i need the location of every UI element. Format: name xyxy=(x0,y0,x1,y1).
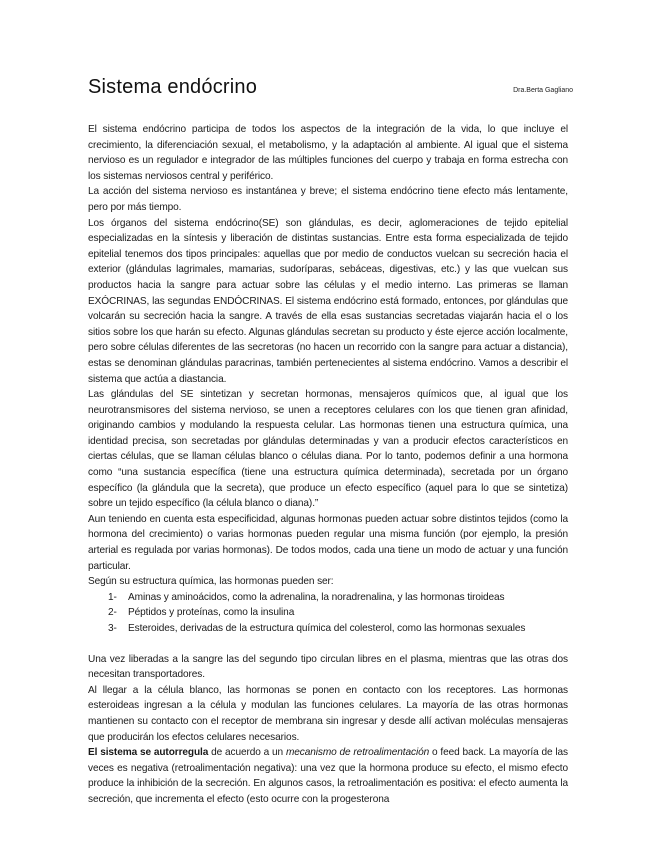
author-name: Dra.Berta Gagliano xyxy=(513,87,573,94)
paragraph-spacer xyxy=(88,637,568,652)
list-item-number: 2- xyxy=(108,607,117,619)
paragraph-intro: El sistema endócrino participa de todos los aspectos de la integración de la vida, lo que incluye el crecimiento, la diferenciación sexual, el metabolismo, y la adaptación al ambiente. Al igual que el sistema nervioso es un regulador e integrador de las múltiples funciones del cuerpo y trabaja en forma estrecha con los sistemas nerviosos central y periférico. xyxy=(88,124,568,182)
paragraph-specificity: Aun teniendo en cuenta esta especificidad, algunas hormonas pueden actuar sobre distintos tejidos (como la hormona del crecimiento) o varias hormonas pueden regular una misma función (por ejemplo, la presión arterial es regulada por varias hormonas). De todos modos, cada una tiene un modo de actuar y una función particular. xyxy=(88,513,568,572)
list-item-number: 1- xyxy=(108,591,117,603)
hormone-type-list xyxy=(88,590,568,637)
feedback-text-b: o feed back. La mayoría de las veces es negativa (retroalimentación negativa): una vez que la hormona produce su efecto, el mismo efecto produce la inhibición de la secreción. En algunos casos, la retroalimentación es positiva: el efecto aumenta la secreción, que incrementa el efecto (esto ocurre con la progesterona xyxy=(88,747,568,805)
paragraph-hormones: Las glándulas del SE sintetizan y secretan hormonas, mensajeros químicos que, al igual que los neurotransmisores del sistema nervioso, se unen a receptores celulares con los que tienen gran afinidad, originando cambios y modulando la respuesta celular. Las hormonas tienen una estructura química, una identidad precisa, son secretadas por glándulas determinadas y van a producir efectos característicos en ciertas células, que se llaman células blanco o células diana. Por lo tanto, podemos definir a una hormona como “una sustancia específica (tiene una estructura química determinada), secretada por un órgano específico (la glándula que la secreta), que produce un efecto específico (aquel para lo que se sintetiza) sobre un tejido específico (la célula blanco o diana).” xyxy=(88,389,568,510)
paragraph-nervous-vs-endocrine: La acción del sistema nervioso es instantánea y breve; el sistema endócrino tiene efecto más lentamente, pero por más tiempo. xyxy=(88,186,568,213)
list-item-text: Esteroides, derivadas de la estructura química del colesterol, como las hormonas sexuales xyxy=(128,623,526,634)
document-title: Sistema endócrino xyxy=(88,76,258,98)
document-body xyxy=(88,122,568,808)
list-item-text: Aminas y aminoácidos, como la adrenalina, la noradrenalina, y las hormonas tiroideas xyxy=(128,591,505,603)
paragraph-receptors: Al llegar a la célula blanco, las hormonas se ponen en contacto con los receptores. Las hormonas esteroideas ingresan a la célula y modulan las funciones celulares. La mayoría de las otras hormonas mantienen su contacto con el receptor de membrana sin ingresar y desde allí activan moléculas mensajeras que producirán los efectos celulares necesarios. xyxy=(88,684,568,743)
list-item xyxy=(88,605,568,621)
list-item xyxy=(88,590,568,606)
paragraph-structure-intro: Según su estructura química, las hormonas pueden ser: xyxy=(88,576,334,588)
feedback-text-a: de acuerdo a un xyxy=(208,747,286,759)
list-item-number: 3- xyxy=(108,623,117,634)
list-item-text: Péptidos y proteínas, como la insulina xyxy=(128,607,295,619)
feedback-italic-text: mecanismo de retroalimentación xyxy=(285,747,430,759)
feedback-bold-text: El sistema se autorregula xyxy=(88,747,209,759)
paragraph-glands: Los órganos del sistema endócrino(SE) son glándulas, es decir, aglomeraciones de tejido epitelial especializadas en la síntesis y liberación de distintas sustancias. Entre esta forma especializada de tejido epitelial tenemos dos tipos principales: aquellas que por medio de conductos vuelcan su secreción hacia el exterior (glándulas lagrimales, mamarias, sudoríparas, sebáceas, digestivas, etc.) y las que vuelcan sus productos hacia la sangre para actuar sobre las células y el medio interno. Las primeras se llaman EXÓCRINAS, las segundas ENDÓCRINAS. El sistema endócrino está formado, entonces, por glándulas que volcarán su secreción hacia la sangre. A través de ella esas sustancias secretadas viajarán hacia el o los sitios sobre los que harán su efecto. Algunas glándulas secretan su producto y éste ejerce acción localmente, pero sobre células diferentes de las secretoras (no hacen un recorrido con la sangre para actuar a distancia), estas se denominan glándulas paracrinas, también pertenecientes al sistema endócrino. Vamos a describir el sistema que actúa a diastancia. xyxy=(88,217,568,385)
list-item xyxy=(88,621,568,637)
paragraph-transport: Una vez liberadas a la sangre las del segundo tipo circulan libres en el plasma, mientras que las otras dos necesitan transportadores. xyxy=(88,653,568,681)
paragraph-feedback xyxy=(88,745,568,807)
